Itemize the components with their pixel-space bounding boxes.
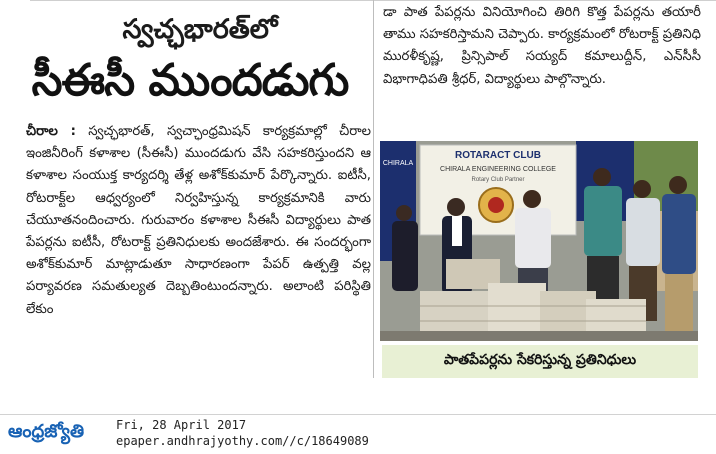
- epaper-link[interactable]: epaper.andhrajyothy.com//c/18649089: [116, 434, 369, 448]
- footer-rule: [0, 414, 716, 415]
- banner-subtitle: CHIRALA ENGINEERING COLLEGE: [440, 166, 556, 173]
- banner-title: ROTARACT CLUB: [455, 150, 541, 161]
- logo-text: ఆంధ్రజ్యోతి: [8, 421, 85, 442]
- photo-caption: పాతపేపర్లను సేకరిస్తున్న ప్రతినిధులు: [382, 345, 698, 378]
- banner-tagline: Rotary Club Partner: [471, 177, 525, 183]
- kicker-headline: స్వచ్ఛభారత్‌లో: [122, 14, 278, 45]
- dateline: చీరాల :: [26, 124, 76, 139]
- left-standee-label: CHIRALA: [382, 160, 414, 167]
- news-photo: [380, 141, 698, 341]
- photo-illustration: [380, 141, 698, 341]
- andhrajyothy-logo[interactable]: [8, 421, 108, 447]
- column-divider: [373, 0, 374, 378]
- article-body-left: [26, 121, 371, 321]
- main-headline: సీఈసీ ముందడుగు: [31, 55, 349, 106]
- article-body-right: డా పాత పేపర్లను వినియోగించి తిరిగి కొత్త పేపర్లను తయారీ తాము సహకరిస్తామని చెప్పారు. కార్యక్రమంలో రోటరాక్ట్ ప్రతినిధి మురళీకృష్ణ, ప్రిన్సిపాల్ సయ్యద్ కమాలుద్దీన్, ఎన్‌సీసీ విభాగాధిపతి శ్రీధర్, విద్యార్థులు పాల్గొన్నారు.: [383, 5, 701, 87]
- publication-date: Fri, 28 April 2017: [116, 418, 247, 432]
- body-text-left: స్వచ్ఛభారత్, స్వచ్ఛాంధ్రమిషన్ కార్యక్రమాల్లో చీరాల ఇంజినీరింగ్ కళాశాల (సీఈసీ) ముందడుగు వేసి సహకరిస్తుందని ఆ కళాశాల సంయుక్త కార్యదర్శి తేళ్ల అశోక్‌కుమార్ పేర్కొన్నారు. ఐటీసీ, రోటరాక్ట్‌ల ఆధ్వర్యంలో నిర్వహిస్తున్న కార్యక్రమానికి వారు చేయూతనందించారు. గురువారం కళాశాల సీఈసీ విద్యార్థులు పాత పేపర్లను ఐటీసీ, రోటరాక్ట్ ప్రతినిధులకు అందజేశారు. ఈ సందర్భంగా అశోక్‌కుమార్ మాట్లాడుతూ సాధారణంగా పేపర్ ఉత్పత్తి వల్ల పర్యావరణ సమతుల్యత దెబ్బతింటుందన్నారు. అలాంటి పరిస్థితి లేకుం: [26, 124, 371, 317]
